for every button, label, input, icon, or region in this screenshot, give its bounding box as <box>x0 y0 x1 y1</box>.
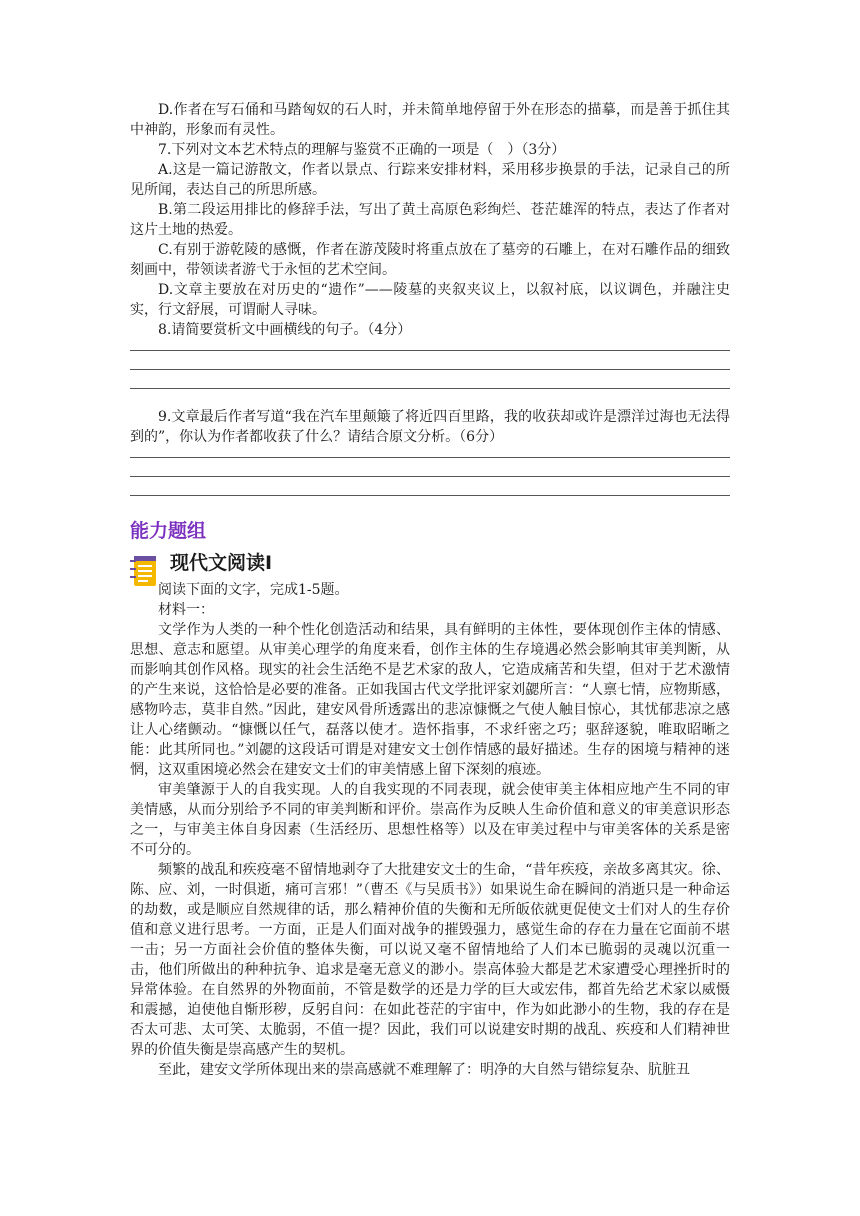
passage-paragraph-3: 频繁的战乱和疾疫毫不留情地剥夺了大批建安文士的生命，“昔年疾疫，亲故多离其灾。徐、陈、应、刘，一时俱逝，痛可言邪！”（曹丕《与吴质书》）如果说生命在瞬间的消逝只是一种命运的劫数，或是顺应自然规律的话，那么精神价值的失衡和无所皈依就更促使文士们对人的生存价值和意义进行思考。一方面，正是人们面对战争的摧毁强力，感觉生命的存在力量在它面前不堪一击；另一方面社会价值的整体失衡，可以说又毫不留情地给了人们本已脆弱的灵魂以沉重一击，他们所做出的种种抗争、追求是毫无意义的渺小。崇高体验大都是艺术家遭受心理挫折时的异常体验。在自然界的外物面前，不管是数学的还是力学的巨大或宏伟，都首先给艺术家以威慑和震撼，迫使他自惭形秽，反躬自问：在如此苍茫的宇宙中，作为如此渺小的生物，我的存在是否太可悲、太可笑、太脆弱，不值一提？因此，我们可以说建安时期的战乱、疾疫和人们精神世界的价值失衡是崇高感产生的契机。 <box>130 862 730 1058</box>
q8-stem: 8.请简要赏析文中画横线的句子。（4分） <box>158 322 412 338</box>
q7-stem: 7.下列对文本艺术特点的理解与鉴赏不正确的一项是（ ）（3分） <box>158 142 566 158</box>
reading-instruction: 阅读下面的文字，完成1-5题。 <box>158 582 349 598</box>
section-title: 能力题组 <box>130 520 207 542</box>
notebook-icon <box>130 554 160 588</box>
answer-line[interactable] <box>130 369 730 370</box>
passage-paragraph-1: 文学作为人类的一种个性化创造活动和结果，具有鲜明的主体性，要体现创作主体的情感、思想、意志和愿望。从审美心理学的角度来看，创作主体的生存境遇必然会影响其审美判断，从而影响其创作风格。现实的社会生活绝不是艺术家的敌人，它造成痛苦和失望，但对于艺术激情的产生来说，这恰恰是必要的准备。正如我国古代文学批评家刘勰所言：“人禀七情，应物斯感，感物吟志，莫非自然。”因此，建安风骨所透露出的悲凉慷慨之气使人触目惊心，其忧郁悲凉之感让人心绪颤动。“慷慨以任气，磊落以使才。造怀指事，不求纤密之巧；驱辞逐貌，唯取昭晰之能：此其所同也。”刘勰的这段话可谓是对建安文士创作情感的最好描述。生存的困境与精神的迷惘，这双重困境必然会在建安文士们的审美情感上留下深刻的痕迹。 <box>130 622 730 778</box>
subsection-title: 现代文阅读Ⅰ <box>170 552 273 574</box>
passage-paragraph-4: 至此，建安文学所体现出来的崇高感就不难理解了：明净的大自然与错综复杂、肮脏丑 <box>158 1062 690 1078</box>
q7-option-b: B.第二段运用排比的修辞手法，写出了黄土高原色彩绚烂、苍茫雄浑的特点，表达了作者对这片土地的热爱。 <box>130 202 730 238</box>
passage-paragraph-2: 审美肇源于人的自我实现。人的自我实现的不同表现，就会使审美主体相应地产生不同的审美情感，从而分别给予不同的审美判断和评价。崇高作为反映人生命价值和意义的审美意识形态之一，与审美主体自身因素（生活经历、思想性格等）以及在审美过程中与审美客体的关系是密不可分的。 <box>130 782 730 858</box>
q9-answer-lines <box>130 457 730 496</box>
content-column <box>130 100 730 1080</box>
answer-line[interactable] <box>130 457 730 458</box>
q9-stem: 9.文章最后作者写道“我在汽车里颠簸了将近四百里路，我的收获却或许是漂洋过海也无法得到的”，你认为作者都收获了什么？请结合原文分析。（6分） <box>130 409 730 445</box>
answer-line[interactable] <box>130 350 730 351</box>
subsection-header <box>130 550 730 580</box>
q7-option-c: C.有别于游乾陵的感慨，作者在游茂陵时将重点放在了墓旁的石雕上，在对石雕作品的细致刻画中，带领读者游弋于永恒的艺术空间。 <box>130 242 730 278</box>
q6-option-d: D.作者在写石俑和马踏匈奴的石人时，并未简单地停留于外在形态的描摹，而是善于抓住其中神韵，形象而有灵性。 <box>130 102 730 138</box>
q8-answer-lines <box>130 350 730 389</box>
material-label: 材料一： <box>158 602 214 618</box>
q7-option-d: D.文章主要放在对历史的“遗作”——陵墓的夹叙夹议上，以叙衬底，以议调色，并融注史实，行文舒展，可谓耐人寻味。 <box>130 282 730 318</box>
answer-line[interactable] <box>130 495 730 496</box>
q7-option-a: A.这是一篇记游散文，作者以景点、行踪来安排材料，采用移步换景的手法，记录自己的所见所闻，表达自己的所思所感。 <box>130 162 730 198</box>
answer-line[interactable] <box>130 388 730 389</box>
answer-line[interactable] <box>130 476 730 477</box>
